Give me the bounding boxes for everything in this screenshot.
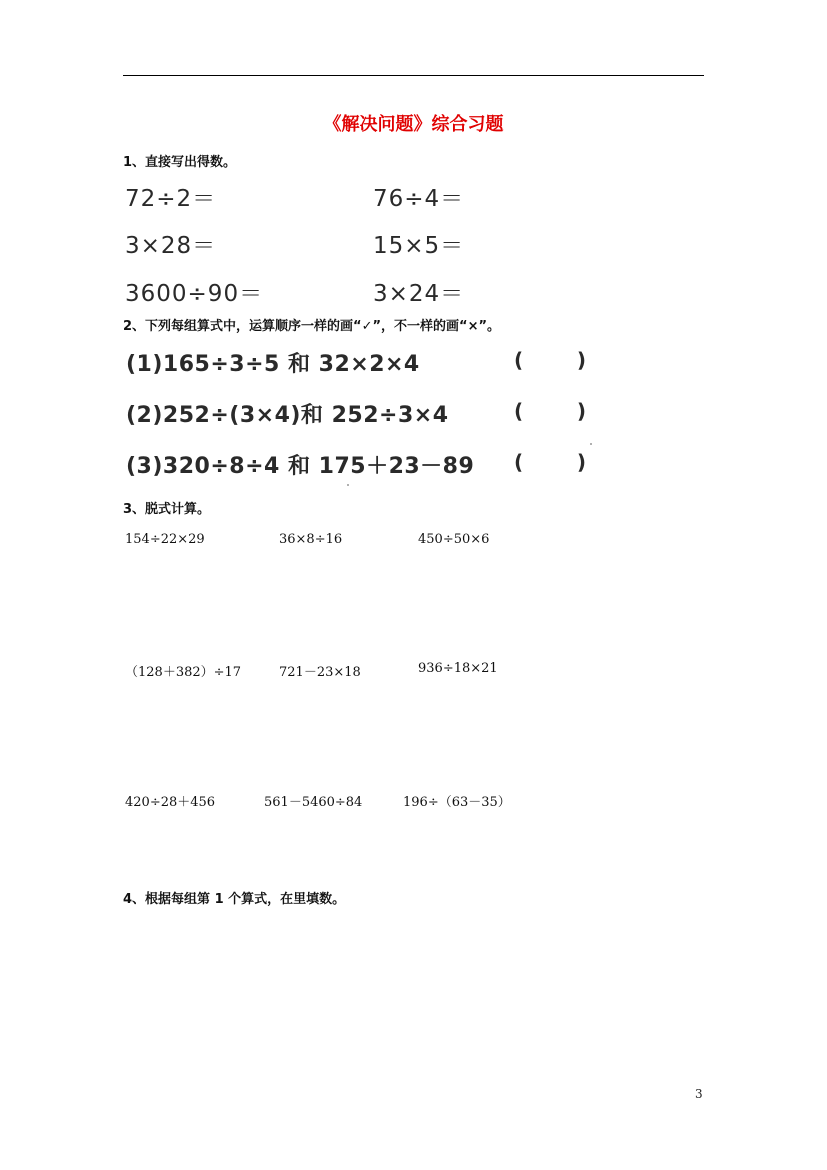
oral-problem-4: 15×5＝ bbox=[373, 233, 465, 259]
answer-bracket-3[interactable] bbox=[514, 450, 586, 474]
calc-problem-4: （128＋382）÷17 bbox=[125, 665, 242, 680]
calc-problem-1: 154÷22×29 bbox=[125, 532, 205, 547]
scan-speck bbox=[347, 484, 349, 486]
section3-heading: 3、脱式计算。 bbox=[123, 502, 211, 517]
bracket-open: ( bbox=[514, 348, 524, 372]
bracket-close: ) bbox=[576, 348, 586, 372]
calc-problem-6: 936÷18×21 bbox=[418, 661, 498, 676]
bracket-open: ( bbox=[514, 399, 524, 423]
compare-item-3: (3)320÷8÷4 和 175＋23－89 bbox=[126, 454, 475, 479]
section4-heading: 4、根据每组第 1 个算式，在里填数。 bbox=[123, 892, 346, 907]
calc-problem-5: 721－23×18 bbox=[279, 665, 361, 680]
oral-problem-6: 3×24＝ bbox=[373, 281, 465, 307]
calc-problem-2: 36×8÷16 bbox=[279, 532, 343, 547]
calc-problem-8: 561－5460÷84 bbox=[264, 795, 363, 810]
page-number: 3 bbox=[695, 1087, 703, 1101]
section2-heading: 2、下列每组算式中，运算顺序一样的画“✓”，不一样的画“×”。 bbox=[123, 319, 501, 334]
calc-problem-3: 450÷50×6 bbox=[418, 532, 490, 547]
bracket-open: ( bbox=[514, 450, 524, 474]
header-rule bbox=[123, 75, 704, 76]
oral-problem-5: 3600÷90＝ bbox=[125, 281, 264, 307]
answer-bracket-2[interactable] bbox=[514, 399, 586, 423]
page-title: 《解决问题》综合习题 bbox=[323, 114, 504, 135]
compare-item-2: (2)252÷(3×4)和 252÷3×4 bbox=[126, 403, 449, 428]
answer-bracket-1[interactable] bbox=[514, 348, 586, 372]
calc-problem-9: 196÷（63－35） bbox=[403, 795, 511, 810]
scan-speck bbox=[590, 443, 592, 445]
oral-problem-2: 76÷4＝ bbox=[373, 186, 465, 212]
bracket-close: ) bbox=[576, 450, 586, 474]
oral-problem-1: 72÷2＝ bbox=[125, 186, 217, 212]
bracket-close: ) bbox=[576, 399, 586, 423]
section1-heading: 1、直接写出得数。 bbox=[123, 155, 237, 170]
compare-item-1: (1)165÷3÷5 和 32×2×4 bbox=[126, 352, 420, 377]
calc-problem-7: 420÷28＋456 bbox=[125, 795, 216, 810]
oral-problem-3: 3×28＝ bbox=[125, 233, 217, 259]
